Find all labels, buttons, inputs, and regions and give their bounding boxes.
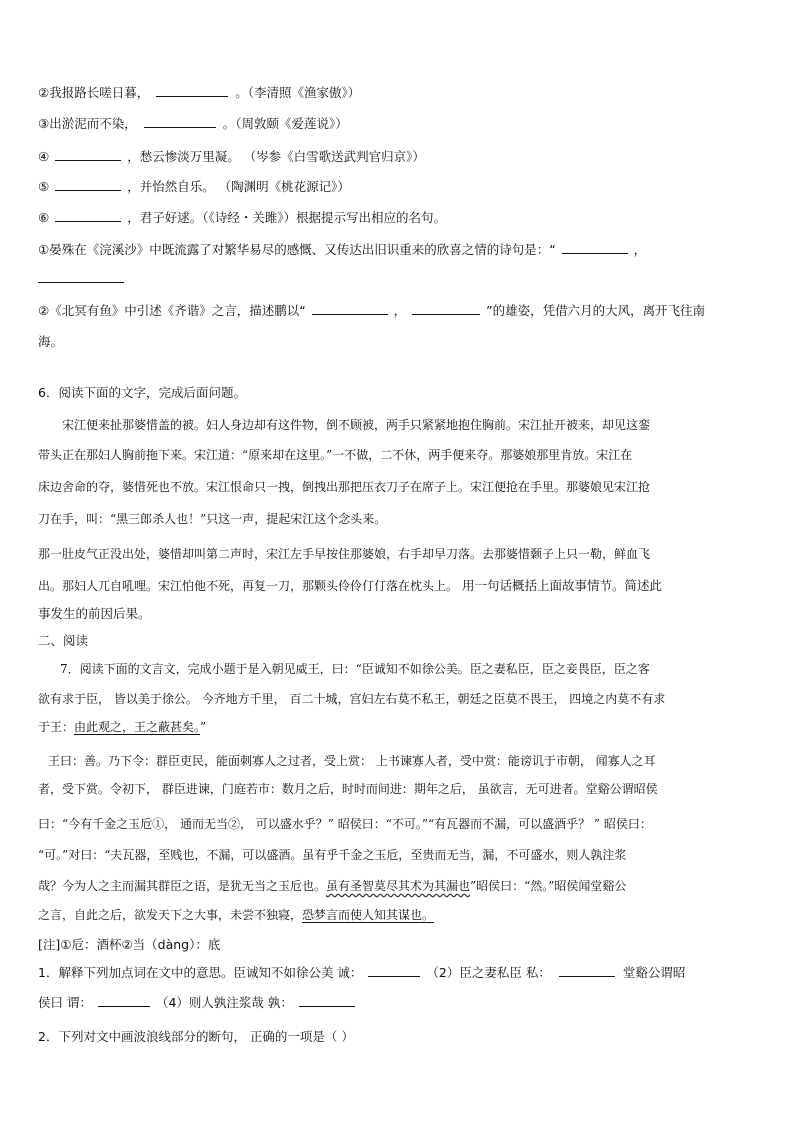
answer-blank[interactable] bbox=[312, 302, 388, 315]
fill-item-5 bbox=[38, 178, 350, 196]
fill-item-text: ③出淤泥而不染， bbox=[38, 116, 137, 131]
answer-blank[interactable] bbox=[562, 241, 628, 254]
question-text: ①晏殊在《浣溪沙》中既流露了对繁华易尽的感慨、又传达出旧识重来的欣喜之情的诗句是：“ bbox=[38, 242, 556, 257]
fill-item-text: ②我报路长嗟日暮， bbox=[38, 85, 150, 100]
q7-line: 者，受下赏。令初下， 群臣进谏，门庭若市：数月之后，时时而间进：期年之后， 虽欲言，无可进者。堂谿公谓昭侯 bbox=[38, 782, 658, 796]
q7-line: 王曰：善。乃下令：群臣吏民，能面刺寡人之过者，受上赏： 上书谏寡人者，受中赏：能谤讥于市朝， 闻寡人之耳 bbox=[48, 754, 656, 768]
q6-title: 6．阅读下面的文字，完成后面问题。 bbox=[38, 385, 246, 400]
q7-line: “可。”对曰：“夫瓦器，至贱也，不漏，可以盛酒。虽有乎千金之玉卮，至贵而无当，漏，不可盛水，则人孰注浆 bbox=[38, 848, 627, 862]
q7-text: ” bbox=[200, 720, 207, 734]
q7-underlined-sentence: 由此观之，王之蔽甚矣。 bbox=[74, 720, 201, 734]
fill-item-text: ④ bbox=[38, 149, 50, 164]
question-text: ， bbox=[393, 303, 407, 318]
q7-wavy-sentence: 虽有圣智莫尽其术为其漏也 bbox=[326, 879, 471, 893]
q6-passage-line: 床边舍命的夺，婆惜死也不放。宋江恨命只一拽，倒拽出那把压衣刀子在席子上。宋江便抢在手里。那婆娘见宋江抢 bbox=[38, 480, 651, 494]
question-text: 海。 bbox=[38, 334, 64, 349]
answer-blank[interactable] bbox=[38, 270, 124, 283]
q6-task-text: 用一句话概括上面故事情节。简述此 bbox=[458, 578, 662, 593]
fill-item-text: ⑤ bbox=[38, 179, 50, 194]
q7-text: 于王： bbox=[38, 720, 75, 734]
q7-line: 欲有求于臣， 皆以美于徐公。 今齐地方千里， 百二十城，宫妇左右莫不私王，朝廷之臣莫不畏王， 四境之内莫不有求 bbox=[38, 692, 666, 706]
q7-line: 曰：“今有千金之玉卮①， 通而无当②， 可以盛水乎？” 昭侯曰：“不可。”“有瓦器而不漏，可以盛酒乎？ ” 昭侯曰： bbox=[38, 817, 652, 831]
q7-text: 之言，自此之后，欲发天下之大事，未尝不独寝， bbox=[38, 908, 303, 922]
fill-item-text: ⑥ bbox=[38, 210, 50, 225]
subquestion-1 bbox=[38, 964, 685, 982]
subquestion-text: 堂谿公谓昭 bbox=[622, 965, 686, 980]
question-yanshu-line2 bbox=[38, 270, 124, 288]
answer-blank[interactable] bbox=[559, 964, 615, 977]
fill-item-text: 。（周敦颐《爱莲说》） bbox=[222, 116, 348, 131]
subquestion-text: （2）臣之妻私臣 私： bbox=[426, 965, 551, 980]
q6-passage-line: 宋江便来扯那婆惜盖的被。妇人身边却有这件物，倒不顾被，两手只紧紧地抱住胸前。宋江扯开被来，却见这銮 bbox=[62, 418, 651, 432]
answer-blank[interactable] bbox=[55, 209, 121, 222]
footnote: [注]①卮：酒杯②当（dàng）：底 bbox=[38, 937, 221, 952]
fill-item-2 bbox=[38, 84, 360, 102]
q7-line bbox=[38, 718, 206, 736]
fill-item-text: ，君子好逑。（《诗经・关雎》）根据提示写出相应的名句。 bbox=[127, 210, 446, 225]
question-text: ， bbox=[633, 242, 647, 257]
subquestion-text: 侯曰 谓： bbox=[38, 995, 92, 1010]
answer-blank[interactable] bbox=[412, 302, 480, 315]
subquestion-text: （4）则人孰注浆哉 孰： bbox=[155, 995, 293, 1010]
q6-passage-text: 出。那妇人兀自吼哩。宋江怕他不死，再复一刀，那颗头伶伶仃仃落在枕头上。 bbox=[38, 579, 459, 593]
answer-blank[interactable] bbox=[55, 178, 121, 191]
q7-underlined-sentence: 恐梦言而使人知其谋也。 bbox=[302, 908, 435, 922]
answer-blank[interactable] bbox=[55, 148, 121, 161]
q7-line bbox=[38, 877, 626, 895]
q6-passage-line: 刀在手，叫：“黑三郎杀人也！”只这一声，提起宋江这个念头来。 bbox=[38, 512, 387, 526]
question-beiming-line2 bbox=[38, 333, 63, 351]
question-yanshu bbox=[38, 241, 646, 259]
subquestion-text: 1．解释下列加点词在文中的意思。臣诚知不如徐公美 诚： bbox=[38, 965, 363, 980]
q6-passage-line: 那一肚皮气正没出处，婆惜却叫第二声时，宋江左手早按住那婆娘，右手却早刀落。去那婆惜颡子上只一勒，鲜血飞 bbox=[38, 547, 651, 561]
q6-passage-line-with-task bbox=[38, 577, 662, 595]
fill-item-text: ，并怡然自乐。 （陶渊明《桃花源记》） bbox=[127, 179, 350, 194]
fill-item-3 bbox=[38, 115, 348, 133]
section-heading: 二、阅读 bbox=[38, 633, 89, 648]
fill-item-4 bbox=[38, 148, 425, 166]
subquestion-1-line2 bbox=[38, 994, 357, 1012]
question-text: ”的雄姿，凭借六月的大风，离开飞往南 bbox=[486, 303, 706, 318]
q7-text: ”昭侯曰：“然。”昭侯闻堂谿公 bbox=[470, 879, 627, 893]
answer-blank[interactable] bbox=[368, 964, 420, 977]
fill-item-text: 。（李清照《渔家傲》） bbox=[235, 85, 361, 100]
fill-item-6 bbox=[38, 209, 446, 227]
q7-line: 7．阅读下面的文言文，完成小题于是入朝见威王，曰：“臣诚知不如徐公美。臣之妻私臣，臣之妾畏臣，臣之客 bbox=[60, 662, 650, 676]
fill-item-text: ，愁云惨淡万里凝。 （岑参《白雪歌送武判官归京》） bbox=[127, 149, 425, 164]
question-beiming bbox=[38, 302, 705, 320]
subquestion-2: 2．下列对文中画波浪线部分的断句， 正确的一项是（ ） bbox=[38, 1029, 354, 1044]
answer-blank[interactable] bbox=[144, 115, 216, 128]
q6-task-line2: 事发生的前因后果。 bbox=[38, 606, 151, 621]
question-text: ②《北冥有鱼》中引述《齐谐》之言，描述鹏以“ bbox=[38, 303, 306, 318]
q7-line bbox=[38, 906, 434, 924]
answer-blank[interactable] bbox=[156, 84, 228, 97]
q6-passage-line: 带头正在那妇人胸前拖下来。宋江道：“原来却在这里。”一不做，二不休，两手便来夺。那婆娘那里肯放。宋江在 bbox=[38, 448, 633, 462]
answer-blank[interactable] bbox=[98, 994, 150, 1007]
answer-blank[interactable] bbox=[299, 994, 355, 1007]
q7-text: 哉？今为人之主而漏其群臣之语，是犹无当之玉卮也。 bbox=[38, 879, 327, 893]
